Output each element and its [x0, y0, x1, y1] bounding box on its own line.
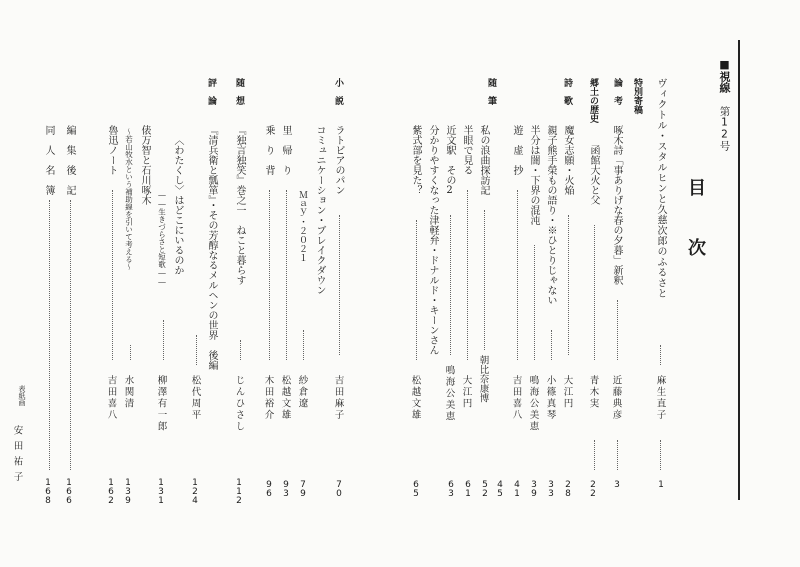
essay-author: 松越文雄: [409, 375, 421, 421]
dot-leader: [130, 345, 131, 360]
novel-title: コミュニケーション・ブレイクダウン: [314, 125, 325, 295]
essay-author: 鳴海公美恵: [443, 365, 455, 423]
poem-title: 親子熊手榮もの語り・※ひとりじゃない: [545, 125, 556, 305]
poem-title: 遊 虚 抄: [511, 125, 522, 175]
poem-author: 吉田喜八: [510, 375, 522, 421]
zuiso-page: 112: [234, 478, 244, 505]
issue-number: 第12号: [718, 106, 731, 151]
section-zuihitsu: 随 筆: [486, 78, 496, 105]
novel-title: Ｍａｙ・２０２１: [297, 190, 307, 262]
hyoron-page: 131: [156, 478, 166, 505]
poem-title: 魔女志願・火焔: [562, 125, 573, 195]
poem-page: 41: [512, 480, 522, 498]
essay-author: 朝比奈康博: [477, 355, 489, 403]
lead-author: 麻生直子: [654, 375, 666, 421]
hyoron-page: 162: [106, 478, 116, 505]
cover-artist: 安田祐子: [11, 425, 23, 487]
dot-leader: [339, 215, 340, 355]
dot-leader: [416, 220, 417, 360]
essay-author: 大江円: [460, 375, 472, 410]
hyoron-title: 〈わたくし〉はどこにいるのか: [172, 135, 183, 275]
section-special: 特別寄稿: [632, 78, 642, 114]
henshu-title: 編 集 後 記: [64, 125, 75, 195]
dot-leader: [617, 440, 618, 470]
poem-page: 28: [563, 480, 573, 498]
novel-title: 乗 り 背: [263, 125, 274, 175]
poem-title: 半分は闇・下界の混沌: [528, 125, 539, 225]
section-shosetsu: 小 説: [333, 78, 343, 105]
dot-leader: [196, 335, 197, 365]
header-rule: [738, 40, 740, 500]
lead-page: 1: [656, 480, 666, 489]
poem-author: 鳴海公美恵: [527, 375, 539, 433]
kyodo-page: 22: [588, 480, 598, 498]
journal-name: ■視線: [718, 58, 731, 93]
hyoron-subtitle: ～若山牧水という補助線を引いて考える～: [124, 128, 134, 271]
novel-page: 79: [298, 480, 308, 498]
section-shika: 詩 歌: [562, 78, 572, 105]
lead-title: ヴィクトル・スタルヒンと久慈次郎のふるさと: [655, 78, 666, 299]
dot-leader: [286, 190, 287, 360]
poem-page: 39: [529, 480, 539, 498]
dot-leader: [70, 200, 71, 470]
hyoron-subtitle: ――生きづらさと短歌――: [157, 190, 167, 286]
hyoron-author: 松代周平: [189, 375, 201, 421]
zuiso-author: じんひさし: [233, 375, 245, 433]
zuiso-title: 『独言独笑』巻之一 ねこと暮らす: [234, 125, 245, 285]
poem-author: 小篠真琴: [544, 375, 556, 421]
essay-title: 近文駅 その2: [444, 125, 455, 196]
essay-page: 61: [463, 480, 473, 498]
dot-leader: [240, 340, 241, 360]
dot-leader: [660, 440, 661, 470]
hyoron-title: 『清兵衛と瓢箪』・その芳醇なるメルヘンの世界 後編: [206, 125, 217, 370]
dot-leader: [617, 300, 618, 360]
kyodo-title: 函館大火と父: [588, 145, 599, 205]
ronko-title: 啄木詩「事ありげな春の夕暮」新釈: [611, 125, 622, 285]
essay-title: 半眼で見る: [461, 125, 472, 175]
hyoron-page: 139: [123, 478, 133, 505]
hyoron-author: 水関清: [122, 375, 134, 410]
ronko-author: 近藤典彦: [610, 375, 622, 421]
hyoron-title: 魯迅ノート: [106, 125, 117, 175]
novel-title: ラトビアのパン: [333, 125, 344, 195]
dot-leader: [534, 245, 535, 360]
poem-author: 大江円: [561, 375, 573, 410]
novel-title: 里 帰 り: [280, 125, 291, 175]
dot-leader: [517, 190, 518, 360]
dot-leader: [49, 200, 50, 470]
dot-leader: [163, 320, 164, 360]
section-zuiso: 随 想: [234, 78, 244, 105]
dot-leader: [660, 345, 661, 365]
kyodo-author: 青木実: [587, 375, 599, 410]
novel-author: 松越文雄: [279, 375, 291, 421]
toc-title: 目 次: [685, 178, 706, 268]
henshu-page: 166: [64, 478, 74, 505]
poem-page: 45: [495, 480, 505, 498]
novel-author: 木田裕介: [262, 375, 274, 421]
hyoron-author: 吉田喜八: [105, 375, 117, 421]
essay-title: 私の浪曲探訪記: [478, 125, 489, 195]
ronko-page: 3: [612, 480, 622, 489]
dot-leader: [467, 190, 468, 360]
novel-author: 紗倉遼: [296, 375, 308, 410]
dot-leader: [269, 190, 270, 360]
dot-leader: [568, 215, 569, 355]
dojin-title: 同 人 名 簿: [43, 125, 54, 195]
novel-page: 96: [264, 480, 274, 498]
essay-title: 分かりやすくなった津軽弁・ドナルド・キーンさん: [427, 125, 438, 355]
hyoron-page: 124: [190, 478, 200, 505]
novel-author: 吉田麻子: [332, 375, 344, 421]
essay-page: 63: [446, 480, 456, 498]
dot-leader: [594, 225, 595, 360]
dot-leader: [484, 210, 485, 350]
essay-page: 65: [411, 480, 421, 498]
hyoron-title: 俵万智と石川啄木: [139, 125, 150, 205]
novel-page: 70: [334, 480, 344, 498]
section-hyoron: 評 論: [206, 78, 216, 105]
dojin-page: 168: [43, 478, 53, 505]
dot-leader: [303, 330, 304, 360]
essay-page: 52: [480, 480, 490, 498]
hyoron-author: 柳澤有一郎: [155, 375, 167, 433]
section-kyodo: 郷土の歴史: [588, 78, 598, 123]
cover-label: 表紙画: [18, 385, 26, 406]
novel-page: 93: [281, 480, 291, 498]
essay-title: 紫式部を見た？: [410, 125, 421, 195]
section-ronko: 論 考: [612, 78, 622, 105]
dot-leader: [450, 215, 451, 355]
dot-leader: [112, 190, 113, 360]
poem-page: 33: [546, 480, 556, 498]
dot-leader: [594, 440, 595, 470]
dot-leader: [551, 330, 552, 360]
